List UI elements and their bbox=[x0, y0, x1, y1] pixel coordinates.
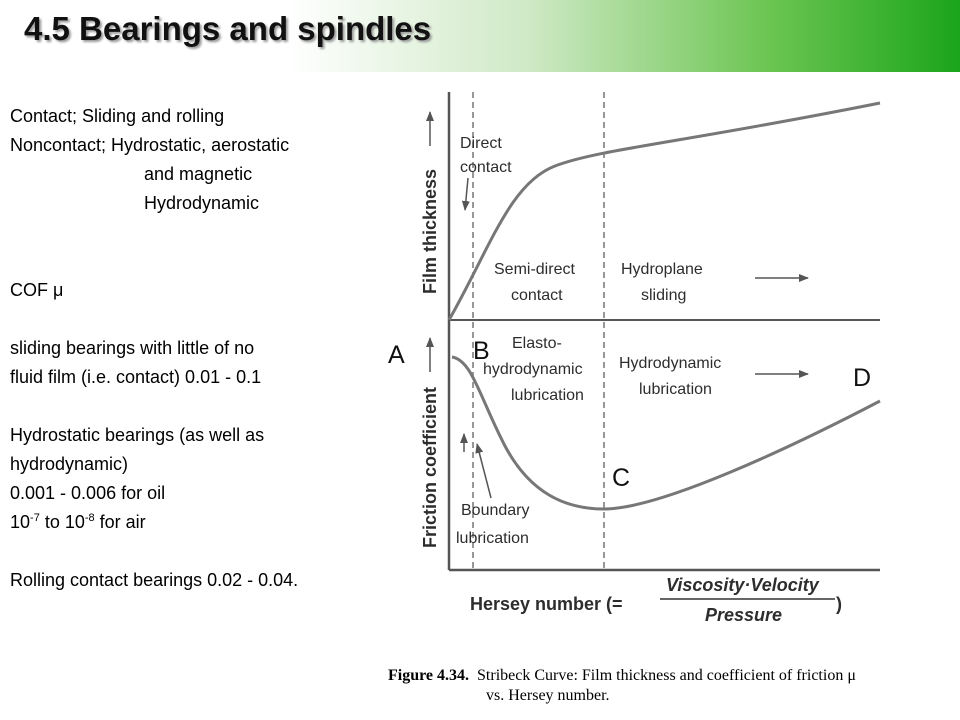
pressure-label: Pressure bbox=[705, 605, 783, 625]
figure-caption bbox=[388, 666, 958, 706]
hydroplane-label-1: Hydroplane bbox=[621, 261, 703, 278]
film-thickness-label: Film thickness bbox=[420, 168, 440, 294]
title-banner bbox=[0, 0, 960, 72]
semi-direct-label-2: contact bbox=[511, 287, 563, 304]
hersey-number-label: Hersey number (= bbox=[470, 594, 623, 614]
point-d-label: D bbox=[853, 364, 872, 392]
air-exponent-2: -8 bbox=[84, 512, 95, 524]
hydroplane-label-2: sliding bbox=[641, 287, 687, 304]
noncontact-line: Noncontact; Hydrostatic, aerostatic bbox=[10, 135, 290, 155]
sliding-line-2: fluid film (i.e. contact) 0.01 - 0.1 bbox=[10, 367, 262, 387]
air-base-1: 10 bbox=[10, 512, 31, 532]
boundary-label-2: lubrication bbox=[456, 530, 529, 547]
hydrodynamic-line: Hydrodynamic bbox=[144, 193, 260, 213]
caption-text-2: vs. Hersey number. bbox=[486, 687, 610, 704]
direct-contact-label-1: Direct bbox=[460, 135, 502, 152]
viscosity-velocity-label: Viscosity·Velocity bbox=[666, 575, 819, 595]
semi-direct-label-1: Semi-direct bbox=[494, 261, 575, 278]
air-base-2: to 10 bbox=[39, 512, 85, 532]
hydrostatic-line-2: hydrodynamic) bbox=[10, 454, 129, 474]
noncontact-continued-line: and magnetic bbox=[144, 164, 253, 184]
direct-contact-label-2: contact bbox=[460, 159, 512, 176]
direct-contact-arrow bbox=[465, 178, 468, 210]
boundary-arrow-curve bbox=[477, 444, 491, 498]
elasto-label-2: hydrodynamic bbox=[483, 361, 583, 378]
elasto-label-3: lubrication bbox=[511, 387, 584, 404]
point-b-label: B bbox=[473, 337, 490, 365]
friction-curve bbox=[452, 357, 880, 509]
boundary-label-1: Boundary bbox=[461, 502, 530, 519]
friction-coefficient-label: Friction coefficient bbox=[420, 386, 440, 548]
point-c-label: C bbox=[612, 464, 631, 492]
air-line bbox=[10, 508, 400, 537]
point-a-label: A bbox=[388, 341, 405, 369]
cof-heading: COF μ bbox=[10, 280, 64, 300]
hydrostatic-line-1: Hydrostatic bearings (as well as bbox=[10, 425, 265, 445]
elasto-label-1: Elasto- bbox=[512, 335, 562, 352]
contact-line: Contact; Sliding and rolling bbox=[10, 106, 225, 126]
oil-line: 0.001 - 0.006 for oil bbox=[10, 483, 166, 503]
air-exponent-1: -7 bbox=[30, 512, 40, 524]
closing-paren: ) bbox=[836, 594, 842, 614]
hydrodynamic-label-2: lubrication bbox=[639, 381, 712, 398]
bearing-notes bbox=[10, 102, 400, 595]
hydrodynamic-label-1: Hydrodynamic bbox=[619, 355, 722, 372]
caption-figure-number: Figure 4.34. bbox=[388, 667, 470, 684]
air-suffix: for air bbox=[94, 512, 146, 532]
rolling-line: Rolling contact bearings 0.02 - 0.04. bbox=[10, 570, 299, 590]
slide-title: 4.5 Bearings and spindles bbox=[24, 10, 432, 47]
caption-text-1: Stribeck Curve: Film thickness and coefficient of friction μ bbox=[477, 667, 856, 684]
stribeck-diagram bbox=[380, 78, 955, 663]
sliding-line-1: sliding bearings with little of no bbox=[10, 338, 255, 358]
caption-line-1 bbox=[388, 666, 958, 686]
